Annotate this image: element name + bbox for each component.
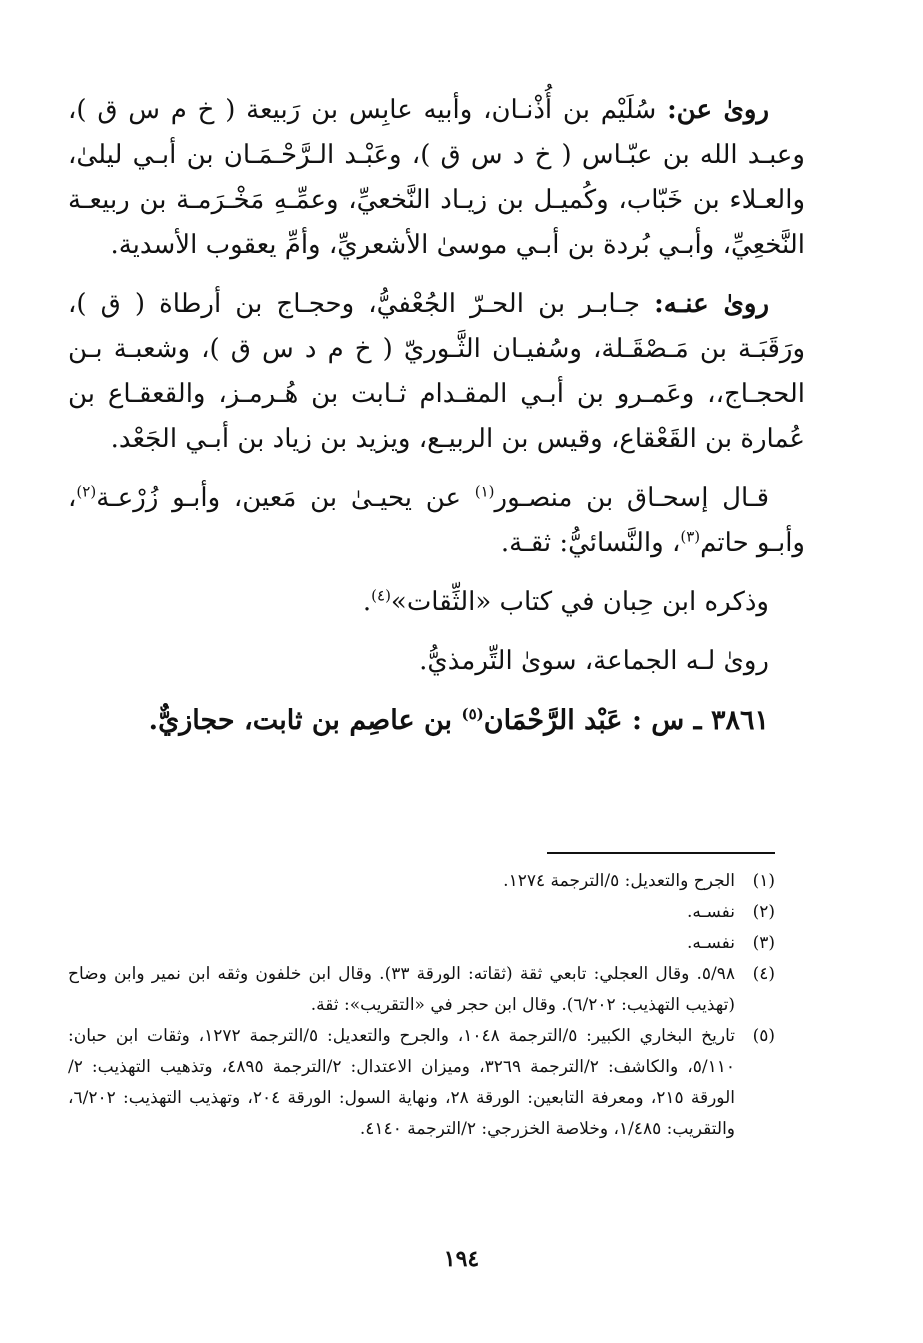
- label-narrated-from: روىٰ عن:: [667, 95, 769, 125]
- footnote-ref-1[interactable]: (١): [474, 482, 495, 501]
- paragraph-grading: [68, 476, 805, 566]
- paragraph-narrated-by: [68, 282, 805, 462]
- footnote-number: (٥): [752, 1026, 775, 1046]
- paragraph-narrated-from: [68, 88, 805, 268]
- narrators-text: روىٰ لـه الجماعة، سوىٰ التِّرمذيُّ.: [419, 646, 769, 676]
- footnote-item: [68, 866, 775, 897]
- footnote-number: (٣): [752, 933, 775, 953]
- ibn-hibban-text-a: وذكره ابن حِبان في كتاب «الثِّقات»: [390, 587, 769, 617]
- footnote-ref-4[interactable]: (٤): [371, 586, 391, 605]
- footnote-number: (٢): [752, 902, 775, 922]
- entry-text-a: ٣٨٦١ ـ س : عَبْد الرَّحْمَان: [483, 705, 769, 736]
- footnote-divider: [547, 852, 775, 854]
- grading-text-a: قـال إسحـاق بن منصـور: [494, 483, 770, 513]
- ibn-hibban-text-b: .: [362, 587, 372, 617]
- footnotes: [68, 866, 775, 1145]
- main-text: [68, 88, 805, 758]
- text-narrated-from: سُلَيْم بن أُذْنـان، وأبيه عابِس بن رَبيعة ( خ م س ق )، وعبـد الله بن عبّـاس ( خ د س ق )، وعَبْـد الـرَّحْـمَـان بن أبـي ليلىٰ، والعـلاء بن خَبّاب، وكُميـل بن زيـاد النَّخعيِّ، وعمِّـهِ مَخْـرَمـة بن ربيعـة النَّخعِيِّ، وأبـي بُردة بن أبـي موسىٰ الأشعريِّ، وأمِّ يعقوب الأسدية.: [68, 95, 805, 260]
- footnote-text: ٥/٩٨. وقال العجلي: تابعي ثقة (ثقاته: الورقة ٣٣). وقال ابن خلفون وثقه ابن نمير وابن وضاح (تهذيب التهذيب: ٦/٢٠٢). وقال ابن حجر في «التقريب»: ثقة.: [68, 964, 736, 1015]
- footnote-item: [68, 959, 775, 1021]
- footnote-text: تاريخ البخاري الكبير: ٥/الترجمة ١٠٤٨، والجرح والتعديل: ٥/الترجمة ١٢٧٢، وثقات ابن حبان: ٥/١١٠، والكاشف: ٢/الترجمة ٣٢٦٩، وميزان الاعتدال: ٢/الترجمة ٤٨٩٥، وتذهيب التهذيب: ٢/الورقة ٢١٥، ومعرفة التابعين: الورقة ٢٨، ونهاية السول: الورقة ٢٠٤، وتهذيب التهذيب: ٦/٢٠٢، والتقريب: ١/٤٨٥، وخلاصة الخزرجي: ٢/الترجمة ٤١٤٠.: [68, 1026, 736, 1139]
- paragraph-ibn-hibban: [68, 580, 805, 625]
- footnote-number: (٤): [752, 964, 775, 984]
- page-number: ١٩٤: [443, 1246, 480, 1272]
- footnote-item: [68, 1021, 775, 1145]
- footnote-text: الجرح والتعديل: ٥/الترجمة ١٢٧٤.: [503, 871, 735, 891]
- biography-entry-heading: [68, 698, 805, 744]
- text-narrated-by: جـابـر بن الحـرّ الجُعْفيُّ، وحجـاج بن أرطاة ( ق )، ورَقَبَـة بن مَـصْقَـلة، وسُفيـان الثَّـوريّ ( خ م د س ق )، وشعبـة بـن الحجـاج،، وعَمـرو بن أبـي المقـدام ثـابت بن هُـرمـز، والقعقـاع بن عُمارة بن القَعْقاع، وقيس بن الربيـع، ويزيد بن زياد بن أبـي الجَعْد.: [68, 289, 805, 454]
- footnote-number: (١): [752, 871, 775, 891]
- footnote-ref-5[interactable]: (٥): [461, 705, 484, 723]
- footnote-text: نفسـه.: [687, 933, 735, 953]
- label-narrated-by: روىٰ عنـه:: [654, 289, 769, 319]
- paragraph-narrators: [68, 639, 805, 684]
- grading-text-b: عن يحيـىٰ بن مَعين، وأبـو زُرْعـة: [96, 483, 475, 513]
- entry-text-b: بن عاصِم بن ثابت، حجازيٌّ.: [148, 705, 462, 736]
- footnote-ref-2[interactable]: (٢): [76, 482, 97, 501]
- footnote-item: [68, 897, 775, 928]
- footnote-text: نفسـه.: [687, 902, 735, 922]
- grading-text-c: ، وأبـو حاتم: [68, 483, 805, 558]
- footnote-ref-3[interactable]: (٣): [680, 527, 701, 546]
- grading-text-d: ، والنَّسائيُّ: ثقـة.: [500, 528, 681, 558]
- footnote-item: [68, 928, 775, 959]
